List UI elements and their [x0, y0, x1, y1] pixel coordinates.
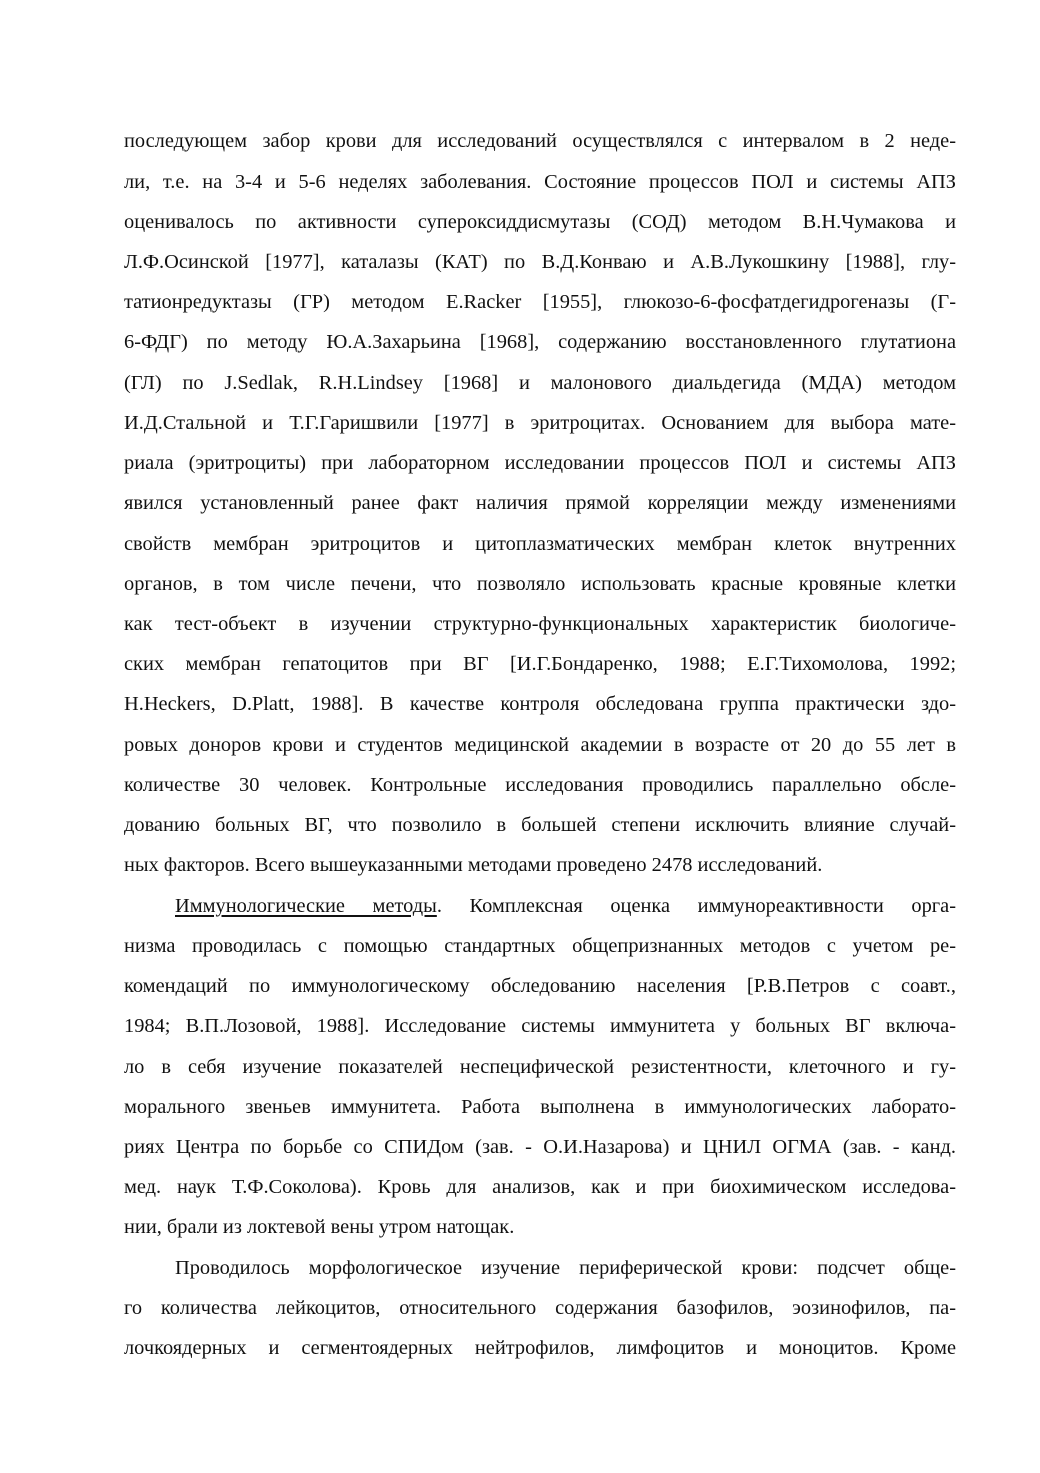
- text-line: го количества лейкоцитов, относительного содержания базофилов, эозинофилов, па-: [124, 1297, 956, 1319]
- text-line: оценивалось по активности супероксиддисмутазы (СОД) методом В.Н.Чумакова и: [124, 211, 956, 233]
- text-line: последующем забор крови для исследований осуществлялся с интервалом в 2 неде-: [124, 130, 956, 152]
- text-line: ло в себя изучение показателей неспецифической резистентности, клеточного и гу-: [124, 1056, 956, 1078]
- text-line: Л.Ф.Осинской [1977], каталазы (КАТ) по В.Д.Конваю и А.В.Лукошкину [1988], глу-: [124, 251, 956, 273]
- text-line: И.Д.Стальной и Т.Г.Гаришвили [1977] в эритроцитах. Основанием для выбора мате-: [124, 412, 956, 434]
- text-line: H.Heckers, D.Platt, 1988]. В качестве контроля обследована группа практически здо-: [124, 693, 956, 715]
- text-line: органов, в том числе печени, что позволяло использовать красные кровяные клетки: [124, 573, 956, 595]
- text-line: свойств мембран эритроцитов и цитоплазматических мембран клеток внутренних: [124, 533, 956, 555]
- text-line: лочкоядерных и сегментоядерных нейтрофилов, лимфоцитов и моноцитов. Кроме: [124, 1337, 956, 1359]
- text-run: . Комплексная оценка иммунореактивности орга-: [436, 895, 956, 917]
- text-line: [175, 893, 956, 919]
- text-line: дованию больных ВГ, что позволило в большей степени исключить влияние случай-: [124, 814, 956, 836]
- text-line: ровых доноров крови и студентов медицинской академии в возрасте от 20 до 55 лет в: [124, 734, 956, 756]
- text-line: риала (эритроциты) при лабораторном исследовании процессов ПОЛ и системы АПЗ: [124, 452, 956, 474]
- text-line: морального звеньев иммунитета. Работа выполнена в иммунологических лаборато-: [124, 1096, 956, 1118]
- text-line: нии, брали из локтевой вены утром натощак.: [124, 1216, 515, 1238]
- text-line: ли, т.е. на 3-4 и 5-6 неделях заболевания. Состояние процессов ПОЛ и системы АПЗ: [124, 171, 956, 193]
- text-line: риях Центра по борьбе со СПИДом (зав. - О.И.Назарова) и ЦНИЛ ОГМА (зав. - канд.: [124, 1136, 956, 1158]
- text-line: низма проводилась с помощью стандартных общепризнанных методов с учетом ре-: [124, 935, 956, 957]
- text-line: 6-ФДГ) по методу Ю.А.Захарьина [1968], содержанию восстановленного глутатиона: [124, 331, 956, 353]
- text-line: ных факторов. Всего вышеуказанными методами проведено 2478 исследований.: [124, 854, 823, 876]
- text-line: (ГЛ) по J.Sedlak, R.H.Lindsey [1968] и малонового диальдегида (МДА) методом: [124, 372, 956, 394]
- text-line: количестве 30 человек. Контрольные исследования проводились параллельно обсле-: [124, 774, 956, 796]
- text-line: явился установленный ранее факт наличия прямой корреляции между изменениями: [124, 492, 956, 514]
- text-line: комендаций по иммунологическому обследованию населения [Р.В.Петров с соавт.,: [124, 975, 956, 997]
- text-line: мед. наук Т.Ф.Соколова). Кровь для анализов, как и при биохимическом исследова-: [124, 1176, 956, 1198]
- text-line: татионредуктазы (ГР) методом E.Racker [1955], глюкозо-6-фосфатдегидрогеназы (Г-: [124, 291, 956, 313]
- text-line: как тест-объект в изучении структурно-функциональных характеристик биологиче-: [124, 613, 956, 635]
- text-line: 1984; В.П.Лозовой, 1988]. Исследование системы иммунитета у больных ВГ включа-: [124, 1015, 956, 1037]
- text-line: Проводилось морфологическое изучение периферической крови: подсчет обще-: [175, 1257, 956, 1279]
- text-line: ских мембран гепатоцитов при ВГ [И.Г.Бондаренко, 1988; Е.Г.Тихомолова, 1992;: [124, 653, 956, 675]
- section-heading: Иммунологические методы: [175, 895, 437, 917]
